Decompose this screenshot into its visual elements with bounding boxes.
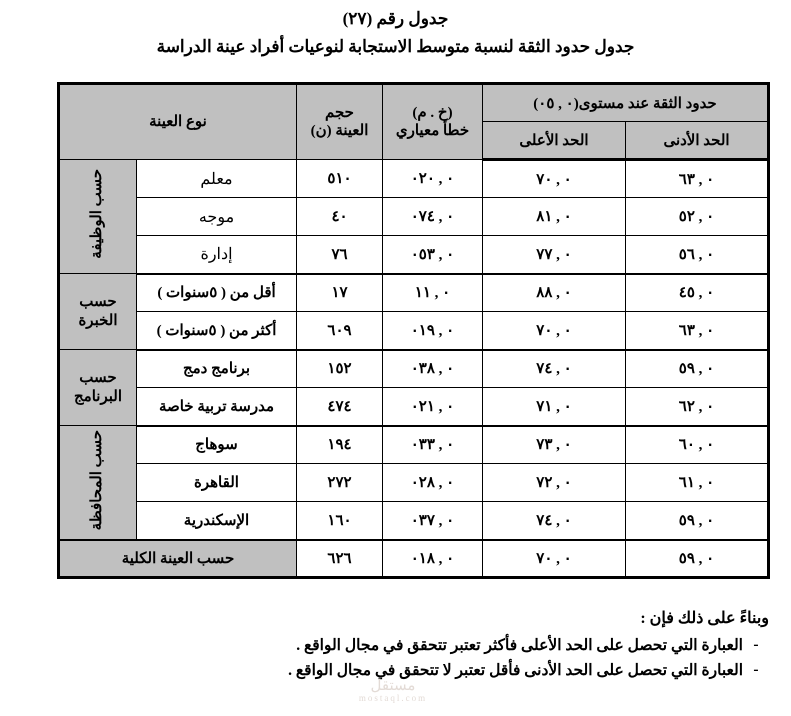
cell-sample-type: برنامج دمج: [137, 350, 297, 388]
cell-standard-error: ٠ , ٠٧٤: [383, 198, 483, 236]
cell-sample-size: ١٥٢: [297, 350, 383, 388]
cell-lower-limit: ٠ , ٦٠: [626, 426, 769, 464]
table-row: [58, 312, 768, 350]
notes-lead: وبناءً على ذلك فإن :: [640, 610, 769, 627]
table-row: [58, 160, 768, 198]
cell-upper-limit: ٠ , ٧٤: [483, 502, 626, 540]
cell-standard-error: ٠ , ١١: [383, 274, 483, 312]
header-lower-limit: الحد الأدنى: [626, 122, 769, 160]
cell-lower-limit: ٠ , ٦٣: [626, 312, 769, 350]
cell-upper-limit: ٠ , ٧٣: [483, 426, 626, 464]
cell-lower-limit: ٠ , ٥٢: [626, 198, 769, 236]
cell-sample-size: ١٦٠: [297, 502, 383, 540]
watermark-main: مستقل: [370, 678, 416, 694]
cell-total-upper-limit: ٠ , ٧٠: [483, 540, 626, 578]
cell-lower-limit: ٠ , ٥٩: [626, 350, 769, 388]
cell-upper-limit: ٠ , ٧٠: [483, 160, 626, 198]
header-standard-error-line2: خطأ معياري: [395, 123, 470, 139]
confidence-limits-table-container: [60, 82, 770, 579]
cell-standard-error: ٠ , ٠٣٣: [383, 426, 483, 464]
cell-standard-error: ٠ , ٠١٩: [383, 312, 483, 350]
note-item: [60, 636, 769, 655]
cell-sample-size: ٦٠٩: [297, 312, 383, 350]
cell-sample-type: إدارة: [137, 236, 297, 274]
cell-sample-size: ٤٧٤: [297, 388, 383, 426]
cell-sample-type: أكثر من ( ٥سنوات ): [137, 312, 297, 350]
cell-lower-limit: ٠ , ٦٣: [626, 160, 769, 198]
bullet-dash-icon: -: [753, 636, 759, 653]
confidence-limits-table: [57, 82, 770, 579]
cell-sample-size: ١٧: [297, 274, 383, 312]
cell-sample-size: ٢٧٢: [297, 464, 383, 502]
table-row: [58, 236, 768, 274]
cell-sample-type: مدرسة تربية خاصة: [137, 388, 297, 426]
cell-upper-limit: ٠ , ٧١: [483, 388, 626, 426]
cell-sample-size: ١٩٤: [297, 426, 383, 464]
cell-standard-error: ٠ , ٠٣٧: [383, 502, 483, 540]
cell-sample-type: سوهاج: [137, 426, 297, 464]
note-text: العبارة التي تحصل على الحد الأدنى فأقل تعتبر لا تتحقق في مجال الواقع .: [288, 662, 743, 679]
cell-sample-size: ٤٠: [297, 198, 383, 236]
header-row-1: [58, 84, 768, 122]
bullet-dash-icon: -: [753, 661, 759, 678]
header-confidence-limits: حدود الثقة عند مستوى(٠ , ٠٥): [483, 84, 769, 122]
cell-total-sample-size: ٦٢٦: [297, 540, 383, 578]
table-caption: جدول حدود الثقة لنسبة متوسط الاستجابة لنوعيات أفراد عينة الدراسة: [156, 37, 635, 56]
cell-total-label: حسب العينة الكلية: [58, 540, 296, 578]
cell-total-standard-error: ٠ , ٠١٨: [383, 540, 483, 578]
group-label-line-1: حسب: [79, 369, 117, 386]
group-label-line-2: البرنامج: [73, 388, 122, 405]
group-label-line-1: حسب: [79, 293, 117, 310]
cell-lower-limit: ٠ , ٥٦: [626, 236, 769, 274]
note-item: [60, 661, 769, 680]
cell-upper-limit: ٠ , ٧٠: [483, 312, 626, 350]
cell-sample-type: الإسكندرية: [137, 502, 297, 540]
cell-lower-limit: ٠ , ٥٩: [626, 502, 769, 540]
header-standard-error-line1: (خ . م): [412, 105, 453, 121]
table-body: [58, 160, 768, 578]
cell-lower-limit: ٠ , ٦٢: [626, 388, 769, 426]
cell-group-label: [58, 426, 136, 540]
header-sample-size-line2: العينة (ن): [310, 123, 369, 139]
table-row: [58, 198, 768, 236]
cell-sample-type: معلم: [137, 160, 297, 198]
cell-upper-limit: ٠ , ٨١: [483, 198, 626, 236]
cell-lower-limit: ٠ , ٤٥: [626, 274, 769, 312]
table-row: [58, 464, 768, 502]
cell-upper-limit: ٠ , ٧٧: [483, 236, 626, 274]
cell-upper-limit: ٠ , ٧٤: [483, 350, 626, 388]
cell-standard-error: ٠ , ٠٢٠: [383, 160, 483, 198]
note-text: العبارة التي تحصل على الحد الأعلى فأكثر تعتبر تتحقق في مجال الواقع .: [296, 637, 743, 654]
cell-standard-error: ٠ , ٠٣٨: [383, 350, 483, 388]
cell-total-lower-limit: ٠ , ٥٩: [626, 540, 769, 578]
table-total-row: [58, 540, 768, 578]
header-sample-type: نوع العينة: [58, 84, 296, 160]
cell-group-label: [58, 350, 136, 426]
table-number-title: جدول رقم (٢٧): [342, 9, 449, 28]
header-upper-limit: الحد الأعلى: [483, 122, 626, 160]
group-label-vertical: حسب الوظيفة: [89, 169, 106, 259]
group-label-vertical: حسب المحافظة: [89, 429, 106, 530]
table-row: [58, 502, 768, 540]
cell-sample-type: أقل من ( ٥سنوات ): [137, 274, 297, 312]
cell-lower-limit: ٠ , ٦١: [626, 464, 769, 502]
notes-section: [60, 608, 769, 686]
table-titles: [0, 0, 791, 60]
cell-upper-limit: ٠ , ٧٢: [483, 464, 626, 502]
cell-sample-type: القاهرة: [137, 464, 297, 502]
cell-group-label: [58, 274, 136, 350]
cell-standard-error: ٠ , ٠٢١: [383, 388, 483, 426]
cell-sample-size: ٥١٠: [297, 160, 383, 198]
cell-standard-error: ٠ , ٠٥٣: [383, 236, 483, 274]
cell-upper-limit: ٠ , ٨٨: [483, 274, 626, 312]
cell-standard-error: ٠ , ٠٢٨: [383, 464, 483, 502]
header-sample-size: [297, 84, 383, 160]
notes-list: [60, 636, 769, 680]
cell-sample-size: ٧٦: [297, 236, 383, 274]
cell-group-label: [58, 160, 136, 274]
table-row: [58, 426, 768, 464]
watermark-sub: mostaql.com: [358, 693, 428, 703]
table-row: [58, 350, 768, 388]
table-header: [58, 84, 768, 160]
group-label-line-2: الخبرة: [78, 312, 118, 329]
header-standard-error: [383, 84, 483, 160]
table-row: [58, 388, 768, 426]
cell-sample-type: موجه: [137, 198, 297, 236]
table-row: [58, 274, 768, 312]
header-sample-size-line1: حجم: [325, 105, 354, 121]
